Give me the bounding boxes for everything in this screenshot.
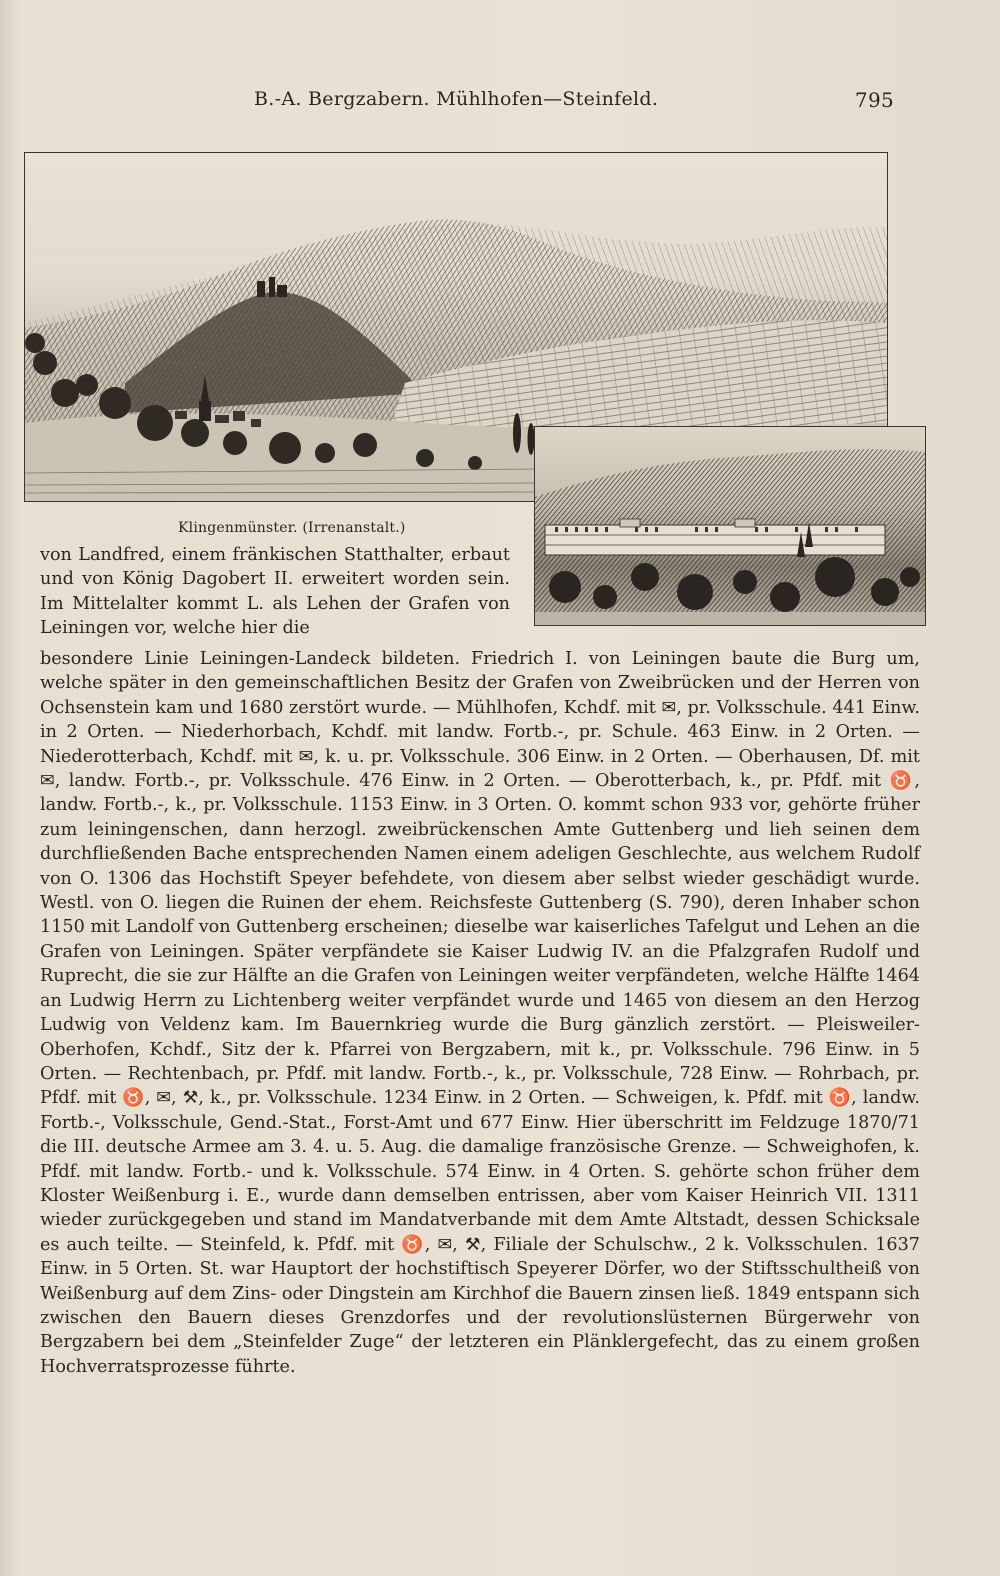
running-title: B.-A. Bergzabern. Mühlhofen—Steinfeld.	[254, 88, 659, 110]
page-number: 795	[854, 88, 894, 112]
figure-caption: Klingenmünster. (Irrenanstalt.)	[178, 520, 406, 536]
wrapped-text: von Landfred, einem fränkischen Statthalter, erbaut und von König Dagobert II. erweitert worden sein. Im Mittelalter kommt L. als Lehen der Grafen von Leiningen vor, welche hier die	[40, 545, 510, 639]
body-paragraph: besondere Linie Leiningen-Landeck bildeten. Friedrich I. von Leiningen baute die Burg um, welche später in den gemeinschaftlichen Besitz der Grafen von Zweibrücken und der Herren von Ochsenstein kam und 1680 zerstört wurde. — Mühlhofen, Kchdf. mit ✉, pr. Volksschule. 441 Einw. in 2 Orten. — Niederhorbach, Kchdf. mit landw. Fortb.-, pr. Schule. 463 Einw. in 2 Orten. — Niederotterbach, Kchdf. mit ✉, k. u. pr. Volksschule. 306 Einw. in 2 Orten. — Oberhausen, Df. mit ✉, landw. Fortb.-, pr. Volksschule. 476 Einw. in 2 Orten. — Oberotterbach, k., pr. Pfdf. mit ♉, landw. Fortb.-, k., pr. Volksschule. 1153 Einw. in 3 Orten. O. kommt schon 933 vor, gehörte früher zum leiningenschen, dann herzogl. zweibrückenschen Amte Guttenberg und lieh seinen dem durchfließenden Bache entsprechenden Namen einem adeligen Geschlechte, aus welchem Rudolf von O. 1306 das Hochstift Speyer befehdete, von diesem aber selbst wieder geschädigt wurde. Westl. von O. liegen die Ruinen der ehem. Reichsfeste Guttenberg (S. 790), deren Inhaber schon 1150 mit Landolf von Guttenberg erscheinen; dieselbe war kaiserliches Tafelgut und Lehen an die Grafen von Leiningen. Später verpfändete sie Kaiser Ludwig IV. an die Pfalzgrafen Rudolf und Ruprecht, die sie zur Hälfte an die Grafen von Leiningen weiter verpfändeten, welche Hälfte 1464 an Ludwig Herrn zu Lichtenberg weiter verpfändet wurde und 1465 von diesem an den Herzog Ludwig von Veldenz kam. Im Bauernkrieg wurde die Burg gänzlich zerstört. — Pleisweiler-Oberhofen, Kchdf., Sitz der k. Pfarrei von Bergzabern, mit k., pr. Volksschule. 796 Einw. in 5 Orten. — Rechtenbach, pr. Pfdf. mit landw. Fortb.-, k., pr. Volksschule, 728 Einw. — Rohrbach, pr. Pfdf. mit ♉, ✉, ⚒, k., pr. Volksschule. 1234 Einw. in 2 Orten. — Schweigen, k. Pfdf. mit ♉, landw. Fortb.-, Volksschule, Gend.-Stat., Forst-Amt und 677 Einw. Hier überschritt im Feldzuge 1870/71 die III. deutsche Armee am 3. 4. u. 5. Aug. die damalige französische Grenze. — Schweighofen, k. Pfdf. mit landw. Fortb.- und k. Volksschule. 574 Einw. in 4 Orten. S. gehörte schon früher dem Kloster Weißenburg i. E., wurde dann demselben entrissen, aber vom Kaiser Heinrich VII. 1311 wieder zurückgegeben und stand im Mandatverbande mit dem Amte Altstadt, dessen Schicksale es auch teilte. — Steinfeld, k. Pfdf. mit ♉, ✉, ⚒, Filiale der Schulschw., 2 k. Volksschulen. 1637 Einw. in 5 Orten. St. war Hauptort der hochstiftisch Speyerer Dörfer, wo der Stiftsschultheiß von Weißenburg auf dem Zins- oder Dingstein am Kirchhof die Bauern zinsen ließ. 1849 entspann sich zwischen den Bauern dieses Grenzdorfes und der revolutionslüsternen Bürgerwehr von Bergzabern bei dem „Steinfelder Zuge“ der letzteren ein Plänklergefecht, das zu einem großen Hochverratsprozesse führte.	[40, 649, 920, 1377]
institution-illustration	[534, 426, 926, 626]
wrapped-paragraph	[40, 543, 510, 641]
running-header	[24, 84, 894, 114]
main-text	[40, 647, 920, 1379]
institution-engraving	[535, 427, 925, 625]
